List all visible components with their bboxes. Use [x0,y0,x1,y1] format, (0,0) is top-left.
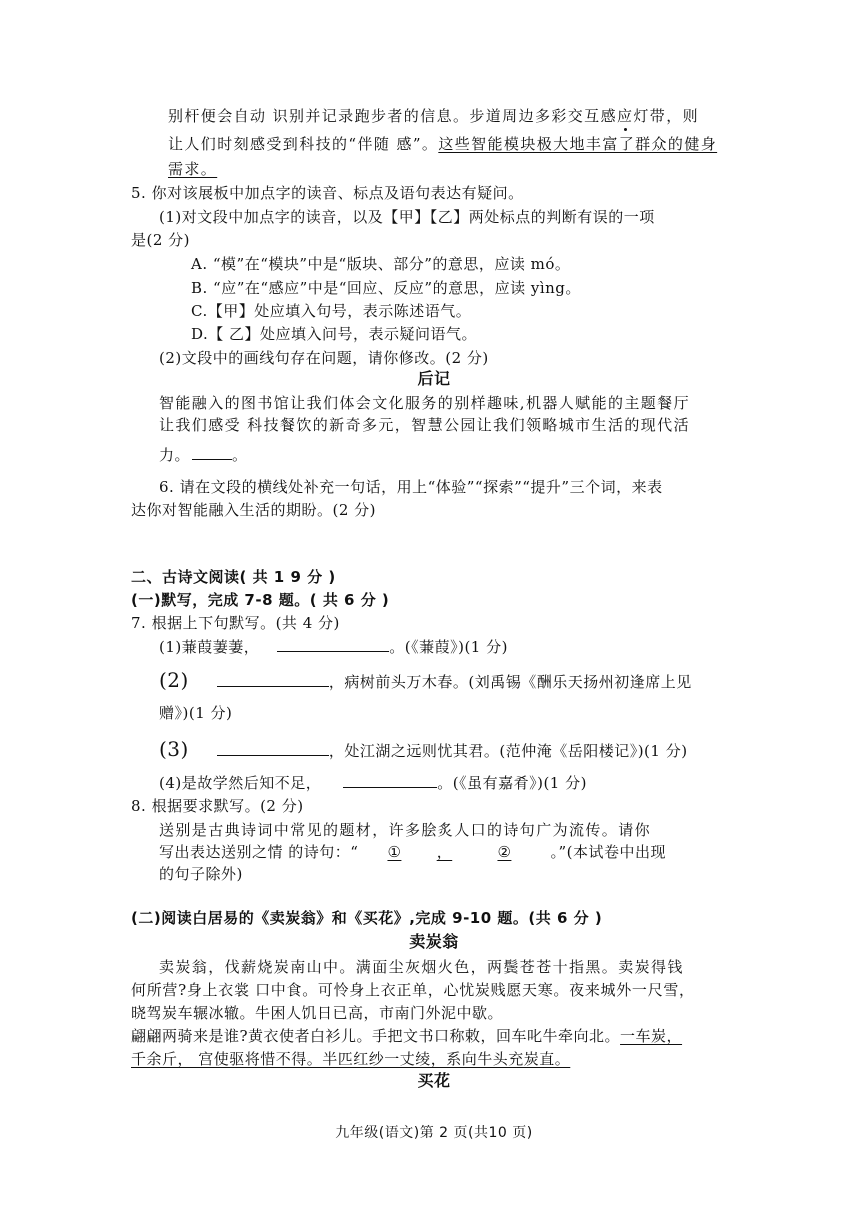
passage-line [168,159,217,179]
question-7-stem: 7. 根据上下句默写。(共 4 分) [131,614,340,632]
poem-line: 翩翩两骑来是谁?黄衣使者白衫儿。手把文书口称敕，回车叱牛牵向北。一车炭， [131,1027,683,1045]
option-b: B. “应”在“感应”中是“回应、反应”的意思，应读 yìng。 [191,279,581,297]
question-8-line: 写出表达送别之情 的诗句：“ ① ， ② 。”(本试卷中出现 [159,843,666,861]
passage-line: 别杆便会自动 识别并记录跑步者的信息。步道周边多彩交互感应灯带，则 [168,107,699,125]
poem-line: 何所营?身上衣裳 口中食。可怜身上衣正单，心忧炭贱愿天寒。夜来城外一尺雪， [131,981,695,999]
poem-line [131,1049,570,1069]
answer-blank-1[interactable]: ① [387,843,402,861]
underlined-sentence: 一车炭， [620,1027,683,1045]
page-footer: 九年级(语文)第 2 页(共10 页) [335,1125,533,1141]
houji-line: 力。 。 [159,446,248,464]
underlined-sentence: 需求。 [168,160,218,178]
subsection-2-title: (二)阅读白居易的《卖炭翁》和《买花》,完成 9-10 题。(共 6 分 ) [131,909,603,927]
answer-blank[interactable] [217,741,329,756]
underlined-sentence: 千余斤， 宫使驱将惜不得。半匹红纱一丈绫，系向牛头充炭直。 [131,1050,571,1068]
question-7-item-4: (4)是故学然后知不足， 。(《虽有嘉肴》)(1 分) [159,774,587,792]
question-8-line: 的句子除外) [159,865,243,883]
poem-2-title: 买花 [417,1071,451,1090]
underlined-sentence: 这些智能模块极大地丰富了群众的健身 [438,135,718,153]
question-5-part1: (1)对文段中加点字的读音，以及【甲】【乙】两处标点的判断有误的一项 [159,208,655,226]
question-8-stem: 8. 根据要求默写。(2 分) [131,797,304,815]
poem-line: 晓驾炭车辗冰辙。牛困人饥日已高，市南门外泥中歇。 [131,1004,504,1022]
question-7-item-3: (3) ，处江湖之远则忧其君。(范仲淹《岳阳楼记》)(1 分) [159,737,688,761]
section-title-houji: 后记 [417,369,451,388]
emphasis-dot-char: 应 [616,107,634,125]
answer-blank[interactable] [217,672,329,687]
answer-blank-comma: ， [436,843,453,861]
answer-blank[interactable] [277,637,389,652]
question-5-part1-cont: 是(2 分) [131,231,191,249]
question-7-item-2-cont: 赠》)(1 分) [159,704,233,722]
option-d: D.【 乙】处应填入问号，表示疑问语气。 [191,325,478,343]
houji-line: 让我们感受 科技餐饮的新奇多元，智慧公园让我们领略城市生活的现代活 [159,416,690,434]
poem-line: 卖炭翁，伐薪烧炭南山中。满面尘灰烟火色，两鬓苍苍十指黑。卖炭得钱 [159,958,684,976]
question-5-part2: (2)文段中的画线句存在问题，请你修改。(2 分) [159,349,489,367]
question-6-line: 达你对智能融入生活的期盼。(2 分) [131,501,377,519]
option-c: C.【甲】处应填入句号，表示陈述语气。 [191,302,472,320]
answer-blank[interactable] [343,773,437,788]
houji-line: 智能融入的图书馆让我们体会文化服务的别样趣味,机器人赋能的主题餐厅 [159,394,690,412]
question-7-item-2: (2) ，病树前头万木春。(刘禹锡《酬乐天扬州初逢席上见 [159,668,692,692]
passage-line: 让人们时刻感受到科技的“伴随 感”。这些智能模块极大地丰富了群众的健身 [168,135,718,153]
answer-blank[interactable] [192,445,232,460]
poem-1-title: 卖炭翁 [409,932,459,951]
question-6-line: 6. 请在文段的横线处补充一句话，用上“体验”“探索”“提升”三个词，来表 [159,478,663,496]
option-a: A. “模”在“模块”中是“版块、部分”的意思，应读 mó。 [191,255,571,273]
question-8-line: 送别是古典诗词中常见的题材，许多脍炙人口的诗句广为流传。请你 [159,821,652,839]
subsection-1-title: (一)默写，完成 7-8 题。( 共 6 分 ) [131,591,390,609]
section-2-title: 二、古诗文阅读( 共 1 9 分 ) [131,568,336,586]
question-7-item-1: (1)蒹葭萋萋， 。(《蒹葭》)(1 分) [159,638,508,656]
question-5-stem: 5. 你对该展板中加点字的读音、标点及语句表达有疑问。 [131,184,524,202]
answer-blank-2[interactable]: ② [497,843,512,861]
